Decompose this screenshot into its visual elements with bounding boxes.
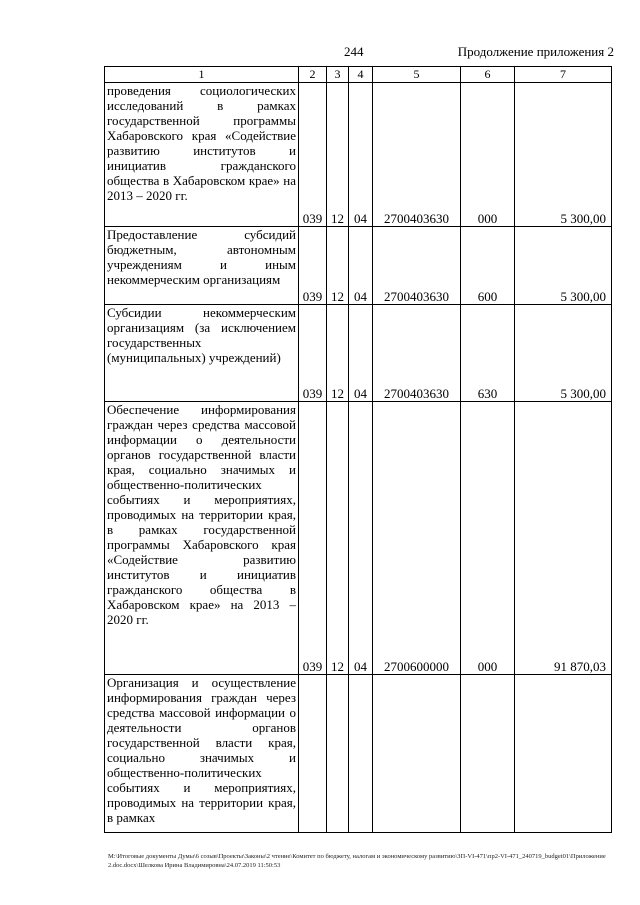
cell-ministry-code: 039 xyxy=(299,402,327,675)
cell-section xyxy=(327,675,349,833)
cell-section: 12 xyxy=(327,305,349,402)
cell-section: 12 xyxy=(327,227,349,305)
cell-subsection xyxy=(349,675,373,833)
table-row xyxy=(105,83,612,227)
table-row xyxy=(105,675,612,833)
row-description: проведения социологических исследований в рамках государственной программы Хабаровского края «Содействие развитию институтов и инициатив гражданского общества в Хабаровском крае» на 2013 – 2020 гг. xyxy=(105,83,299,227)
file-path-footer: М:\Итоговые документы Думы\6 созыв\Проекты\Законы\2 чтение\Комитет по бюджету, налогам и экономическому развитию\ЗП-VI-471\пр2-VI-471_240719_budget01\Приложение 2.doc.docx\Шелкова Ирина Владимировна\24.07.2019 11:50:53 xyxy=(108,853,606,869)
row-description: Обеспечение информирования граждан через средства массовой информации о деятельности органов государственной власти края, социально значимых и общественно-политических событиях и мероприятиях, проводимых на территории края, в рамках государственной программы Хабаровского края «Содействие развитию институтов и инициатив гражданского общества в Хабаровском крае» на 2013 – 2020 гг. xyxy=(105,402,299,675)
cell-amount: 91 870,03 xyxy=(515,402,612,675)
table-row xyxy=(105,305,612,402)
table-header-row xyxy=(105,67,612,83)
cell-ministry-code: 039 xyxy=(299,83,327,227)
cell-target-article xyxy=(373,675,461,833)
cell-ministry-code: 039 xyxy=(299,227,327,305)
cell-amount: 5 300,00 xyxy=(515,83,612,227)
cell-section: 12 xyxy=(327,402,349,675)
row-description: Предоставление субсидий бюджетным, автономным учреждениям и иным некоммерческим организациям xyxy=(105,227,299,305)
cell-expense-type: 000 xyxy=(461,83,515,227)
cell-ministry-code: 039 xyxy=(299,305,327,402)
budget-table xyxy=(104,66,612,833)
cell-target-article: 2700403630 xyxy=(373,305,461,402)
cell-subsection: 04 xyxy=(349,402,373,675)
column-header-5: 5 xyxy=(373,67,461,83)
cell-subsection: 04 xyxy=(349,305,373,402)
cell-target-article: 2700403630 xyxy=(373,227,461,305)
cell-amount xyxy=(515,675,612,833)
row-description: Организация и осуществление информирования граждан через средства массовой информации о деятельности органов государственной власти края, социально значимых и общественно-политических событиях и мероприятиях, проводимых на территории края, в рамках xyxy=(105,675,299,833)
column-header-4: 4 xyxy=(349,67,373,83)
cell-target-article: 2700403630 xyxy=(373,83,461,227)
page-number: 244 xyxy=(344,44,364,59)
cell-subsection: 04 xyxy=(349,83,373,227)
cell-target-article: 2700600000 xyxy=(373,402,461,675)
cell-expense-type: 600 xyxy=(461,227,515,305)
cell-subsection: 04 xyxy=(349,227,373,305)
cell-expense-type: 000 xyxy=(461,402,515,675)
cell-expense-type: 630 xyxy=(461,305,515,402)
cell-amount: 5 300,00 xyxy=(515,227,612,305)
table-row xyxy=(105,227,612,305)
table-row xyxy=(105,402,612,675)
cell-expense-type xyxy=(461,675,515,833)
column-header-2: 2 xyxy=(299,67,327,83)
column-header-1: 1 xyxy=(105,67,299,83)
cell-ministry-code xyxy=(299,675,327,833)
column-header-7: 7 xyxy=(515,67,612,83)
column-header-6: 6 xyxy=(461,67,515,83)
cell-amount: 5 300,00 xyxy=(515,305,612,402)
column-header-3: 3 xyxy=(327,67,349,83)
cell-section: 12 xyxy=(327,83,349,227)
continuation-label: Продолжение приложения 2 xyxy=(457,44,614,59)
row-description: Субсидии некоммерческим организациям (за исключением государственных (муниципальных) учреждений) xyxy=(105,305,299,402)
